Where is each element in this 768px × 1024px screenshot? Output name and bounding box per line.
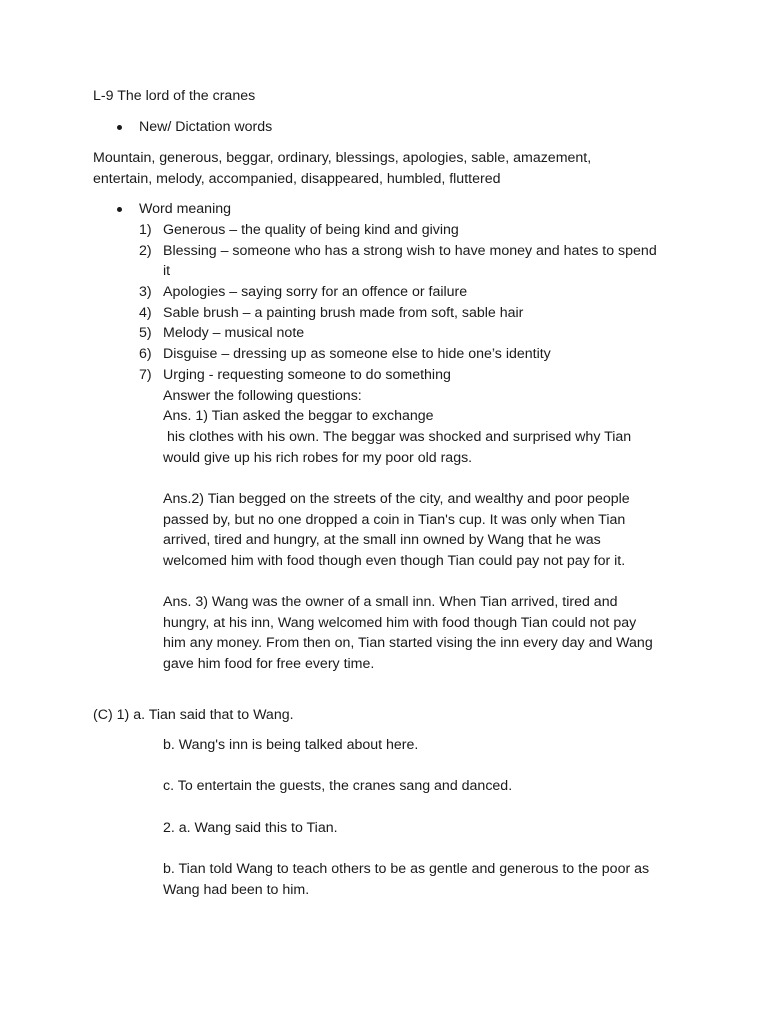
section-c-line: c. To entertain the guests, the cranes sang and danced. (163, 778, 513, 794)
list-number: 5) (139, 325, 152, 341)
questions-heading: Answer the following questions: (163, 388, 362, 404)
answer-line: Ans.2) Tian begged on the streets of the city, and wealthy and poor people (163, 491, 630, 507)
section-c-line: Wang had been to him. (163, 882, 310, 898)
section-c-line: 2. a. Wang said this to Tian. (163, 820, 338, 836)
section-c-line: (C) 1) a. Tian said that to Wang. (93, 707, 294, 723)
list-item-continuation: it (163, 263, 171, 279)
answer-line: Ans. 1) Tian asked the beggar to exchange (163, 408, 434, 424)
answer-line: welcomed him with food though even though Tian could pay not pay for it. (163, 553, 626, 569)
list-number: 6) (139, 346, 152, 362)
answer-line: him any money. From then on, Tian started vising the inn every day and Wang (163, 635, 653, 651)
answer-line: gave him food for free every time. (163, 656, 375, 672)
list-item: Disguise – dressing up as someone else to hide one’s identity (163, 346, 551, 362)
list-number: 1) (139, 222, 152, 238)
bullet-dot (117, 207, 122, 212)
list-item: Apologies – saying sorry for an offence or failure (163, 284, 468, 300)
answer-line: hungry, at his inn, Wang welcomed him with food though Tian could not pay (163, 615, 637, 631)
answer-line: arrived, tired and hungry, at the small inn owned by Wang that he was (163, 532, 601, 548)
list-number: 7) (139, 367, 152, 383)
dictation-words-heading: New/ Dictation words (139, 119, 273, 135)
list-item: Generous – the quality of being kind and giving (163, 222, 459, 238)
document-title: L-9 The lord of the cranes (93, 88, 256, 104)
answer-line: passed by, but no one dropped a coin in Tian's cup. It was only when Tian (163, 512, 626, 528)
list-number: 2) (139, 243, 152, 259)
answer-line: Ans. 3) Wang was the owner of a small inn. When Tian arrived, tired and (163, 594, 618, 610)
list-item: Urging - requesting someone to do something (163, 367, 451, 383)
section-c-line: b. Wang's inn is being talked about here. (163, 737, 419, 753)
dictation-words-line: Mountain, generous, beggar, ordinary, blessings, apologies, sable, amazement, (93, 150, 592, 166)
word-meaning-heading: Word meaning (139, 201, 232, 217)
answer-line: would give up his rich robes for my poor old rags. (163, 450, 473, 466)
dictation-words-line: entertain, melody, accompanied, disappeared, humbled, fluttered (93, 171, 501, 187)
list-item: Melody – musical note (163, 325, 305, 341)
list-item: Blessing – someone who has a strong wish to have money and hates to spend (163, 243, 657, 259)
answer-line: his clothes with his own. The beggar was shocked and surprised why Tian (163, 429, 632, 445)
list-number: 4) (139, 305, 152, 321)
section-c-line: b. Tian told Wang to teach others to be as gentle and generous to the poor as (163, 861, 650, 877)
list-number: 3) (139, 284, 152, 300)
bullet-dot (117, 125, 122, 130)
list-item: Sable brush – a painting brush made from soft, sable hair (163, 305, 524, 321)
